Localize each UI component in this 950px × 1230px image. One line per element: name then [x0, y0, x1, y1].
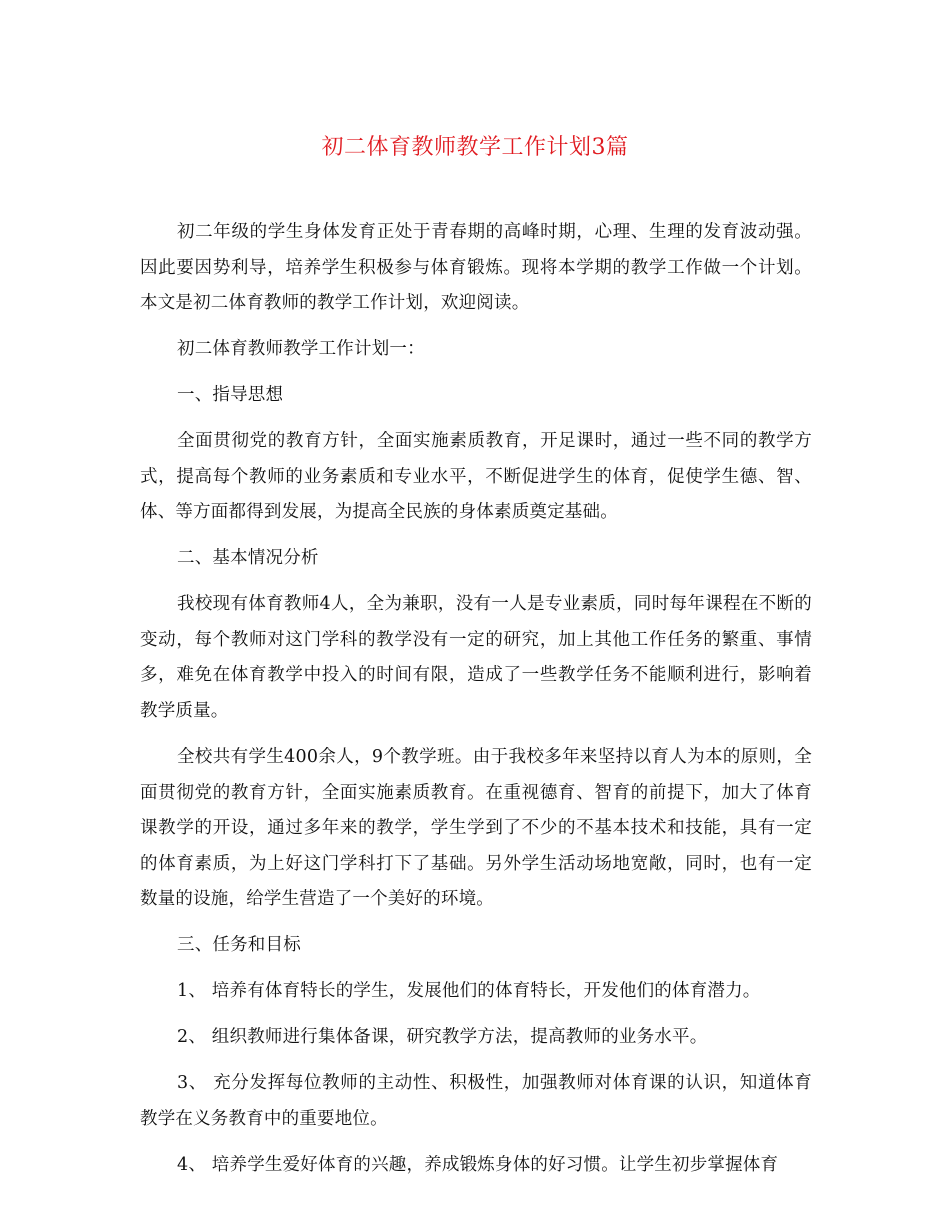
section-heading-guiding-thought: 一、指导思想 [177, 385, 284, 406]
paragraph-plan-one-heading: 初二体育教师教学工作计划一： [177, 339, 425, 360]
paragraph-intro: 初二年级的学生身体发育正处于青春期的高峰时期，心理、生理的发育波动强。因此要因势利导，培养学生积极参与体育锻炼。现将本学期的教学工作做一个计划。本文是初二体育教师的教学工作计划，欢迎阅读。 [140, 222, 812, 314]
list-item-goal-3: 3、 充分发挥每位教师的主动性、积极性，加强教师对体育课的认识，知道体育教学在义务教育中的重要地位。 [140, 1073, 812, 1129]
paragraph-students: 全校共有学生400余人，9个教学班。由于我校多年来坚持以育人为本的原则，全面贯彻党的教育方针，全面实施素质教育。在重视德育、智育的前提下，加大了体育课教学的开设，通过多年来的教学，学生学到了不少的不基本技术和技能，具有一定的体育素质，为上好这门学科打下了基础。另外学生活动场地宽敞，同时，也有一定数量的设施，给学生营造了一个美好的环境。 [140, 747, 812, 910]
section-heading-tasks-goals: 三、任务和目标 [177, 935, 301, 956]
section-heading-situation-analysis: 二、基本情况分析 [177, 548, 319, 569]
document-title: 初二体育教师教学工作计划3篇 [321, 135, 629, 160]
paragraph-teachers: 我校现有体育教师4人，全为兼职，没有一人是专业素质，同时每年课程在不断的变动，每个教师对这门学科的教学没有一定的研究，加上其他工作任务的繁重、事情多，难免在体育教学中投入的时间有限，造成了一些教学任务不能顺利进行，影响着教学质量。 [140, 594, 812, 722]
list-item-goal-2: 2、 组织教师进行集体备课，研究教学方法，提高教师的业务水平。 [177, 1027, 708, 1048]
document-body [140, 215, 812, 1194]
list-item-goal-1: 1、 培养有体育特长的学生，发展他们的体育特长，开发他们的体育潜力。 [177, 981, 761, 1002]
list-item-goal-4: 4、 培养学生爱好体育的兴趣，养成锻炼身体的好习惯。让学生初步掌握体育 [177, 1154, 779, 1175]
paragraph-guiding-thought: 全面贯彻党的教育方针，全面实施素质教育，开足课时，通过一些不同的教学方式，提高每个教师的业务素质和专业水平，不断促进学生的体育，促使学生德、智、体、等方面都得到发展，为提高全民族的身体素质奠定基础。 [140, 431, 812, 523]
